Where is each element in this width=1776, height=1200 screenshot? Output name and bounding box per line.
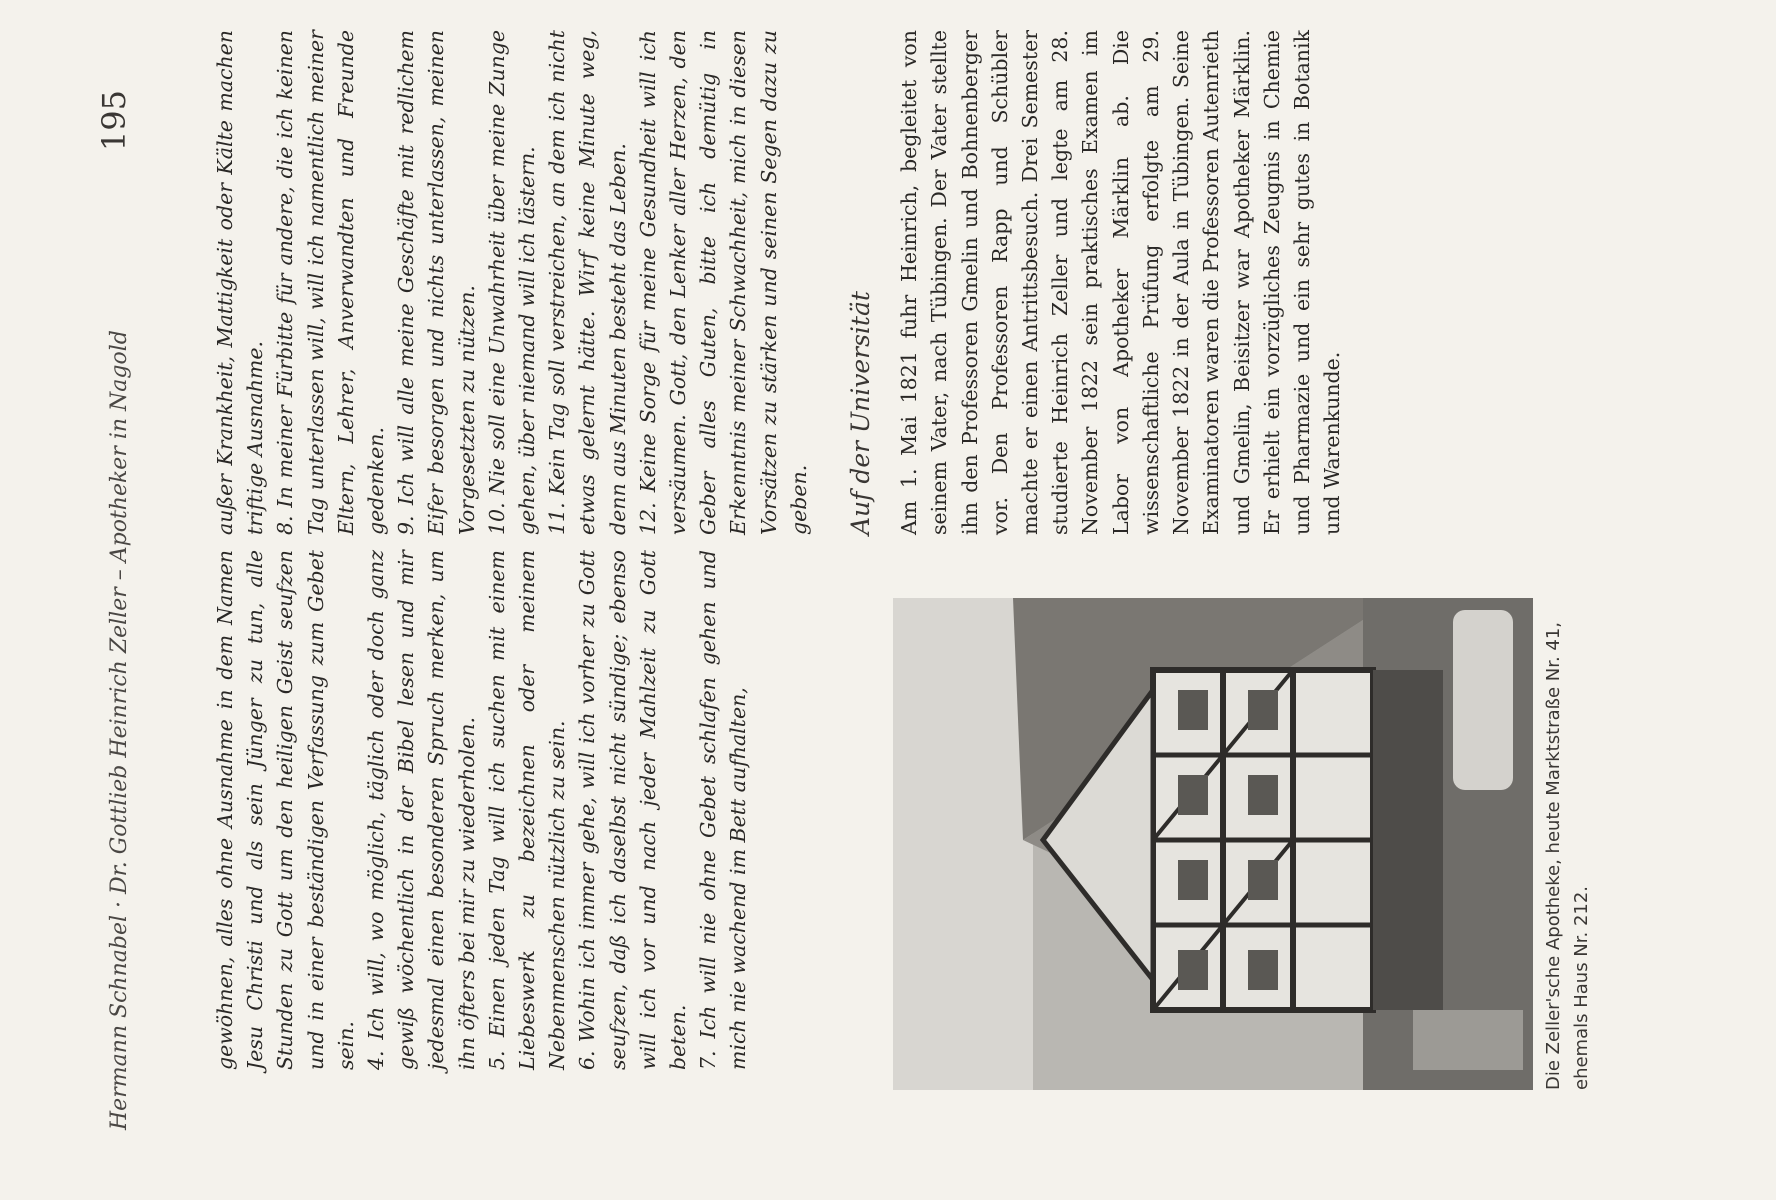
right-paragraph: 12. Keine Sorge für meine Gesundheit will ich versäumen. Gott, den Lenker aller Herzen, den Geber alles Guten, bitte ich demütig in Erkenntnis meiner Schwachheit, mich in diesen Vorsätzen zu stärken und seinen Segen dazu zu geben.	[635, 30, 811, 535]
right-paragraph: 10. Nie soll eine Unwahrheit über meine Zunge gehen, über niemand will ich lästern.	[484, 30, 540, 535]
left-paragraph: 6. Wohin ich immer gehe, will ich vorher zu Gott seufzen, daß ich daselbst nicht sündige; ebenso will ich vor und nach jeder Mahlzeit zu Gott beten.	[575, 550, 691, 1070]
apotheke-photo	[893, 598, 1533, 1090]
running-title: Hermann Schnabel · Dr. Gottlieb Heinrich Zeller – Apotheker in Nagold	[107, 330, 132, 1130]
right-paragraph: 9. Ich will alle meine Geschäfte mit redlichem Eifer besorgen und nichts unterlassen, meinen Vorgesetzten zu nützen.	[394, 30, 479, 535]
page-number: 195	[95, 90, 133, 152]
photo-caption: Die Zeller'sche Apotheke, heute Marktstraße Nr. 41, ehemals Haus Nr. 212.	[1543, 621, 1592, 1090]
left-column	[210, 550, 754, 1070]
left-paragraph: gewöhnen, alles ohne Ausnahme in dem Namen Jesu Christi und als sein Jünger zu tun, alle Stunden zu Gott um den heiligen Geist seufzen und in einer beständigen Verfassung zum Gebet sein.	[213, 550, 358, 1070]
body-paragraph: Am 1. Mai 1821 fuhr Heinrich, begleitet von seinem Vater, nach Tübingen. Der Vater stellte ihn den Professoren Gmelin und Bohnenberger vor. Den Professoren Rapp und Schübler machte er einen Antrittsbesuch. Drei Semester studierte Heinrich Zeller und legte am 28. November 1822 sein praktisches Examen im Labor von Apotheker Märklin ab. Die wissenschaftliche Prüfung erfolgte am 29. November 1822 in der Aula in Tübingen. Seine Examinatoren waren die Professoren Autenrieth und Gmelin, Beisitzer war Apotheker Märklin. Er erhielt ein vorzügliches Zeugnis in Chemie und Pharmazie und ein sehr gutes in Botanik und Warenkunde.	[897, 30, 1345, 535]
half-timbered-house-image	[893, 598, 1533, 1090]
left-paragraph: 4. Ich will, wo möglich, täglich oder doch ganz gewiß wöchentlich in der Bibel lesen und mir jedesmal einen besonderen Spruch merken, um ihn öfters bei mir zu wiederholen.	[364, 550, 479, 1070]
section-heading: Auf der Universität	[846, 291, 876, 535]
right-paragraph: 11. Kein Tag soll verstreichen, an dem ich nicht etwas gelernt hätte. Wirf keine Minute weg, denn aus Minuten besteht das Leben.	[545, 30, 630, 535]
running-header	[95, 90, 145, 1130]
left-paragraph: 7. Ich will nie ohne Gebet schlafen gehen und mich nie wachend im Bett aufhalten,	[696, 550, 751, 1070]
right-paragraph: außer Krankheit, Mattigkeit oder Kälte machen triftige Ausnahme.	[213, 30, 268, 535]
right-paragraph: 8. In meiner Fürbitte für andere, die ich keinen Tag unterlassen will, will ich namentlich meiner Eltern, Lehrer, Anverwandten und Freunde gedenken.	[273, 30, 389, 535]
right-column	[210, 30, 1347, 535]
left-paragraph: 5. Einen jeden Tag will ich suchen mit einem Liebeswerk zu bezeichnen oder meinem Nebenmenschen nützlich zu sein.	[484, 550, 570, 1070]
